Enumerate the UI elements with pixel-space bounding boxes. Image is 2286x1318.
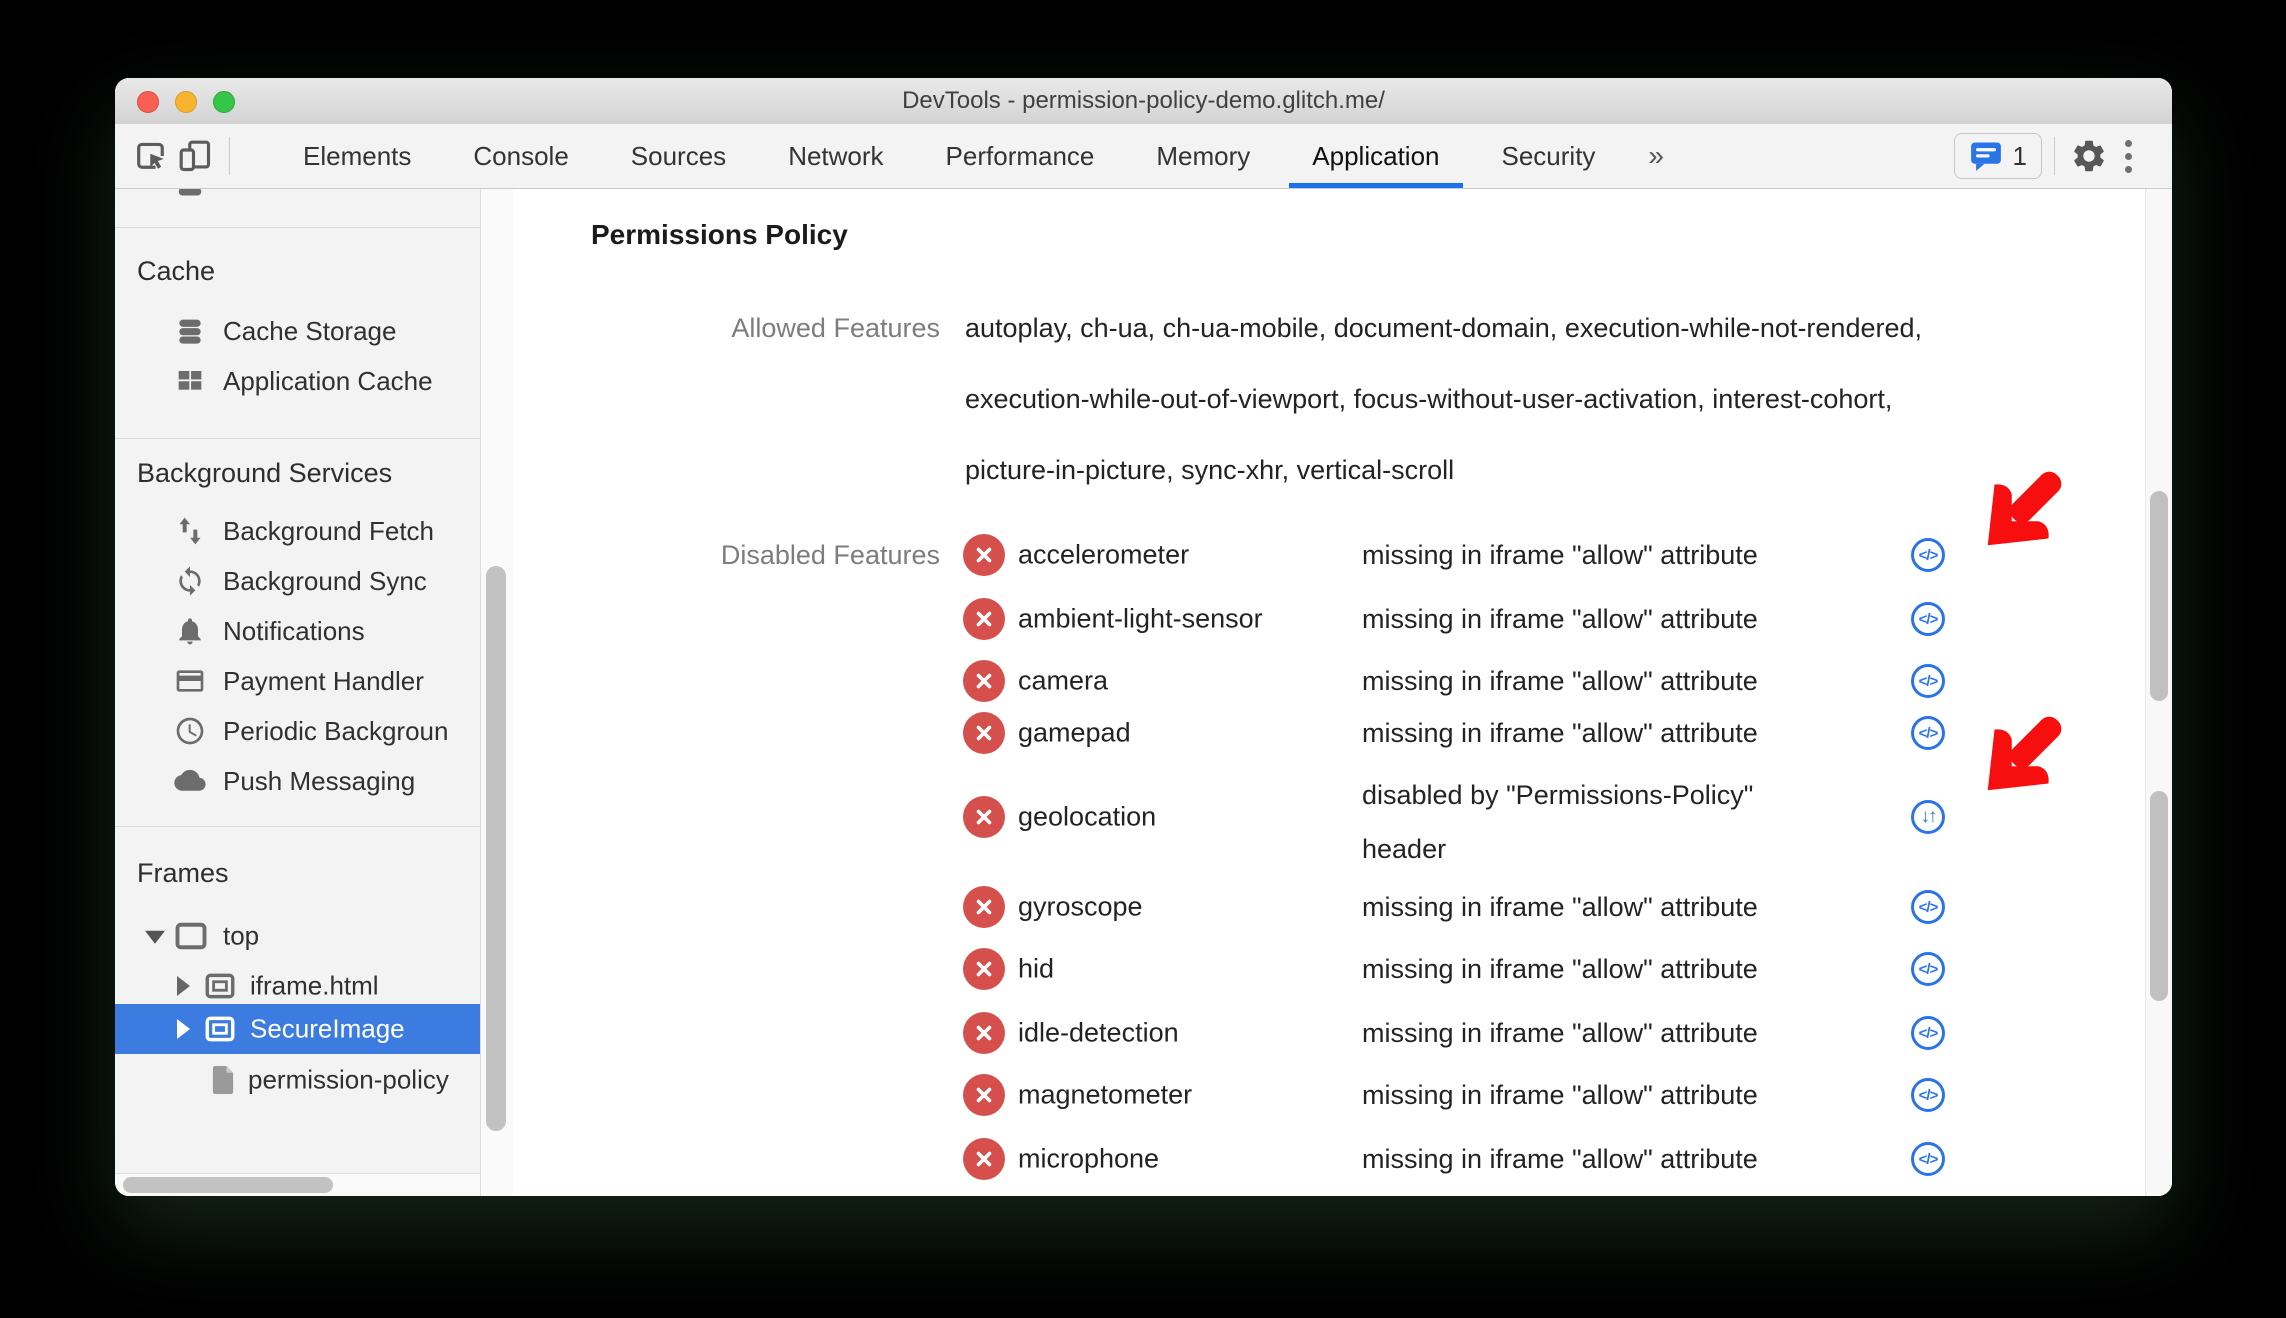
blocked-icon — [963, 886, 1005, 928]
settings-gear-icon[interactable] — [2067, 134, 2111, 178]
feature-reason: missing in iframe "allow" attribute — [1362, 1144, 1758, 1174]
devtools-toolbar — [115, 124, 2172, 189]
iframe-icon — [203, 1012, 237, 1046]
frame-label: top — [223, 920, 260, 951]
toolbar-divider — [2054, 137, 2055, 175]
feature-name: hid — [1018, 953, 1055, 984]
frame-label: permission-policy — [248, 1064, 449, 1095]
sidebar-hscrollbar-track — [115, 1173, 480, 1196]
feature-name: camera — [1018, 665, 1109, 696]
permissions-policy-panel — [513, 189, 2172, 1196]
section-divider — [115, 227, 480, 228]
tab-sources[interactable]: Sources — [630, 140, 727, 171]
blocked-icon — [963, 534, 1005, 576]
issues-button[interactable] — [1954, 133, 2042, 179]
chevron-right-icon[interactable] — [177, 976, 190, 996]
feature-name: gyroscope — [1018, 891, 1143, 922]
code-icon[interactable]: </> — [1911, 538, 1945, 572]
transfer-icon[interactable]: ↓↑ — [1911, 800, 1945, 834]
sidebar-hscrollbar-thumb[interactable] — [123, 1177, 333, 1193]
blocked-icon — [963, 660, 1005, 702]
frame-icon — [173, 918, 209, 954]
frame-label: SecureImage — [250, 1013, 405, 1044]
frame-tree-item-secureimage[interactable] — [115, 1004, 480, 1054]
frame-tree-item-permission-policy[interactable] — [115, 1055, 480, 1105]
feature-name: magnetometer — [1018, 1079, 1193, 1110]
background-services-section-title: Background Services — [137, 458, 393, 488]
sidebar-item-label: Notifications — [223, 615, 365, 646]
feature-name: geolocation — [1018, 801, 1157, 832]
devtools-window — [115, 78, 2172, 1196]
feature-reason: missing in iframe "allow" attribute — [1362, 540, 1758, 570]
blocked-icon — [963, 796, 1005, 838]
clock-icon — [173, 714, 207, 748]
disabled-feature-row — [513, 780, 2153, 864]
blocked-icon — [963, 1074, 1005, 1116]
toolbar-right-controls — [1954, 133, 2146, 179]
page-title: Permissions Policy — [591, 219, 848, 250]
sync-icon — [173, 564, 207, 598]
feature-reason: missing in iframe "allow" attribute — [1362, 718, 1758, 748]
code-icon[interactable]: </> — [1911, 716, 1945, 750]
blocked-icon — [963, 1012, 1005, 1054]
tab-memory[interactable]: Memory — [1156, 140, 1251, 171]
sidebar-item-label: Background Sync — [223, 565, 427, 596]
cache-section-title: Cache — [137, 256, 216, 286]
titlebar — [115, 78, 2172, 125]
feature-reason: missing in iframe "allow" attribute — [1362, 954, 1758, 984]
allowed-line: execution-while-out-of-viewport, focus-without-user-activation, interest-cohort, — [965, 384, 1893, 414]
database-icon — [173, 189, 207, 201]
feature-reason: missing in iframe "allow" attribute — [1362, 604, 1758, 634]
feature-reason: disabled by "Permissions-Policy" — [1362, 780, 1754, 810]
code-icon[interactable]: </> — [1911, 602, 1945, 636]
up-down-arrows-icon — [173, 514, 207, 548]
frame-label: iframe.html — [250, 970, 379, 1001]
tab-performance[interactable]: Performance — [945, 140, 1095, 171]
blocked-icon — [963, 712, 1005, 754]
device-toolbar-icon[interactable] — [173, 134, 217, 178]
blocked-icon — [963, 598, 1005, 640]
annotation-arrow-icon — [1970, 702, 2076, 808]
feature-name: accelerometer — [1018, 539, 1190, 570]
chevron-right-icon[interactable] — [177, 1019, 190, 1039]
feature-reason: missing in iframe "allow" attribute — [1362, 666, 1758, 696]
allowed-features-label: Allowed Features — [731, 313, 940, 343]
sidebar-item-cache-storage[interactable] — [115, 306, 480, 356]
sidebar-item-payment-handler[interactable] — [115, 656, 480, 706]
chevron-down-icon[interactable] — [145, 931, 165, 944]
devtools-body — [115, 189, 2172, 1196]
bell-icon — [173, 614, 207, 648]
sidebar-item-label: Cache Storage — [223, 315, 397, 346]
kebab-menu-icon[interactable] — [2111, 140, 2146, 173]
section-divider — [115, 826, 480, 827]
annotation-arrow-icon — [1970, 457, 2076, 563]
more-tabs-chevron[interactable]: » — [1648, 140, 1664, 171]
application-sidebar — [115, 189, 480, 1173]
sidebar-item-background-sync[interactable] — [115, 556, 480, 606]
sidebar-item-periodic-background-sync[interactable] — [115, 706, 480, 756]
sidebar-item-notifications[interactable] — [115, 606, 480, 656]
allowed-line: autoplay, ch-ua, ch-ua-mobile, document-domain, execution-while-not-rendered, — [965, 313, 1923, 343]
content-scrollbar-thumb[interactable] — [2150, 791, 2168, 1001]
table-icon — [173, 364, 207, 398]
code-icon[interactable]: </> — [1911, 1016, 1945, 1050]
feature-name: gamepad — [1018, 717, 1131, 748]
iframe-icon — [203, 969, 237, 1003]
panel-tabs — [272, 124, 1686, 188]
sidebar-scrollbar-thumb[interactable] — [486, 566, 506, 1131]
issues-count-badge: 1 — [2012, 140, 2027, 171]
traffic-lights — [137, 91, 235, 113]
feature-name: ambient-light-sensor — [1018, 603, 1263, 634]
feature-name: idle-detection — [1018, 1017, 1179, 1048]
feature-reason: missing in iframe "allow" attribute — [1362, 1018, 1758, 1048]
feature-reason-line2: header — [1362, 834, 1447, 864]
code-icon[interactable]: </> — [1911, 1142, 1945, 1176]
tab-application[interactable]: Application — [1281, 124, 1470, 188]
cloud-icon — [173, 764, 207, 798]
card-icon — [173, 664, 207, 698]
sidebar-item-application-cache[interactable] — [115, 356, 480, 406]
blocked-icon — [963, 948, 1005, 990]
sidebar-item-label: Application Cache — [223, 365, 433, 396]
inspect-element-icon[interactable] — [129, 134, 173, 178]
feature-reason: missing in iframe "allow" attribute — [1362, 1080, 1758, 1110]
section-divider — [115, 438, 480, 439]
document-icon — [208, 1064, 238, 1096]
database-icon — [173, 314, 207, 348]
tab-console[interactable]: Console — [473, 140, 569, 171]
blocked-icon — [963, 1138, 1005, 1180]
content-scrollbar-track — [2145, 189, 2172, 1196]
frame-tree-item-top[interactable] — [115, 911, 480, 961]
code-icon[interactable]: </> — [1911, 1078, 1945, 1112]
tab-network[interactable]: Network — [788, 140, 884, 171]
content-scrollbar-thumb[interactable] — [2150, 491, 2168, 701]
toolbar-divider — [229, 137, 230, 175]
feature-reason: missing in iframe "allow" attribute — [1362, 892, 1758, 922]
zoom-button[interactable] — [213, 91, 235, 113]
feature-name: microphone — [1018, 1143, 1160, 1174]
close-button[interactable] — [137, 91, 159, 113]
code-icon[interactable]: </> — [1911, 890, 1945, 924]
tab-security[interactable]: Security — [1501, 140, 1596, 171]
code-icon[interactable]: </> — [1911, 952, 1945, 986]
sidebar-item-label: Background Fetch — [223, 515, 435, 546]
sidebar-item-background-fetch[interactable] — [115, 506, 480, 556]
tab-elements[interactable]: Elements — [303, 140, 412, 171]
issues-chat-icon — [1969, 140, 2003, 172]
disabled-features-label: Disabled Features — [720, 540, 940, 570]
sidebar-item-push-messaging[interactable] — [115, 756, 480, 806]
sidebar-item-label: Push Messaging — [223, 765, 416, 796]
sidebar-item-label: Payment Handler — [223, 665, 424, 696]
allowed-line: picture-in-picture, sync-xhr, vertical-scroll — [965, 455, 1455, 485]
sidebar-item-label: Periodic Backgroun — [223, 715, 449, 746]
window-title: DevTools - permission-policy-demo.glitch.me/ — [902, 87, 1385, 114]
allowed-features-value — [965, 293, 2145, 506]
code-icon[interactable]: </> — [1911, 664, 1945, 698]
minimize-button[interactable] — [175, 91, 197, 113]
frames-section-title: Frames — [137, 858, 229, 888]
